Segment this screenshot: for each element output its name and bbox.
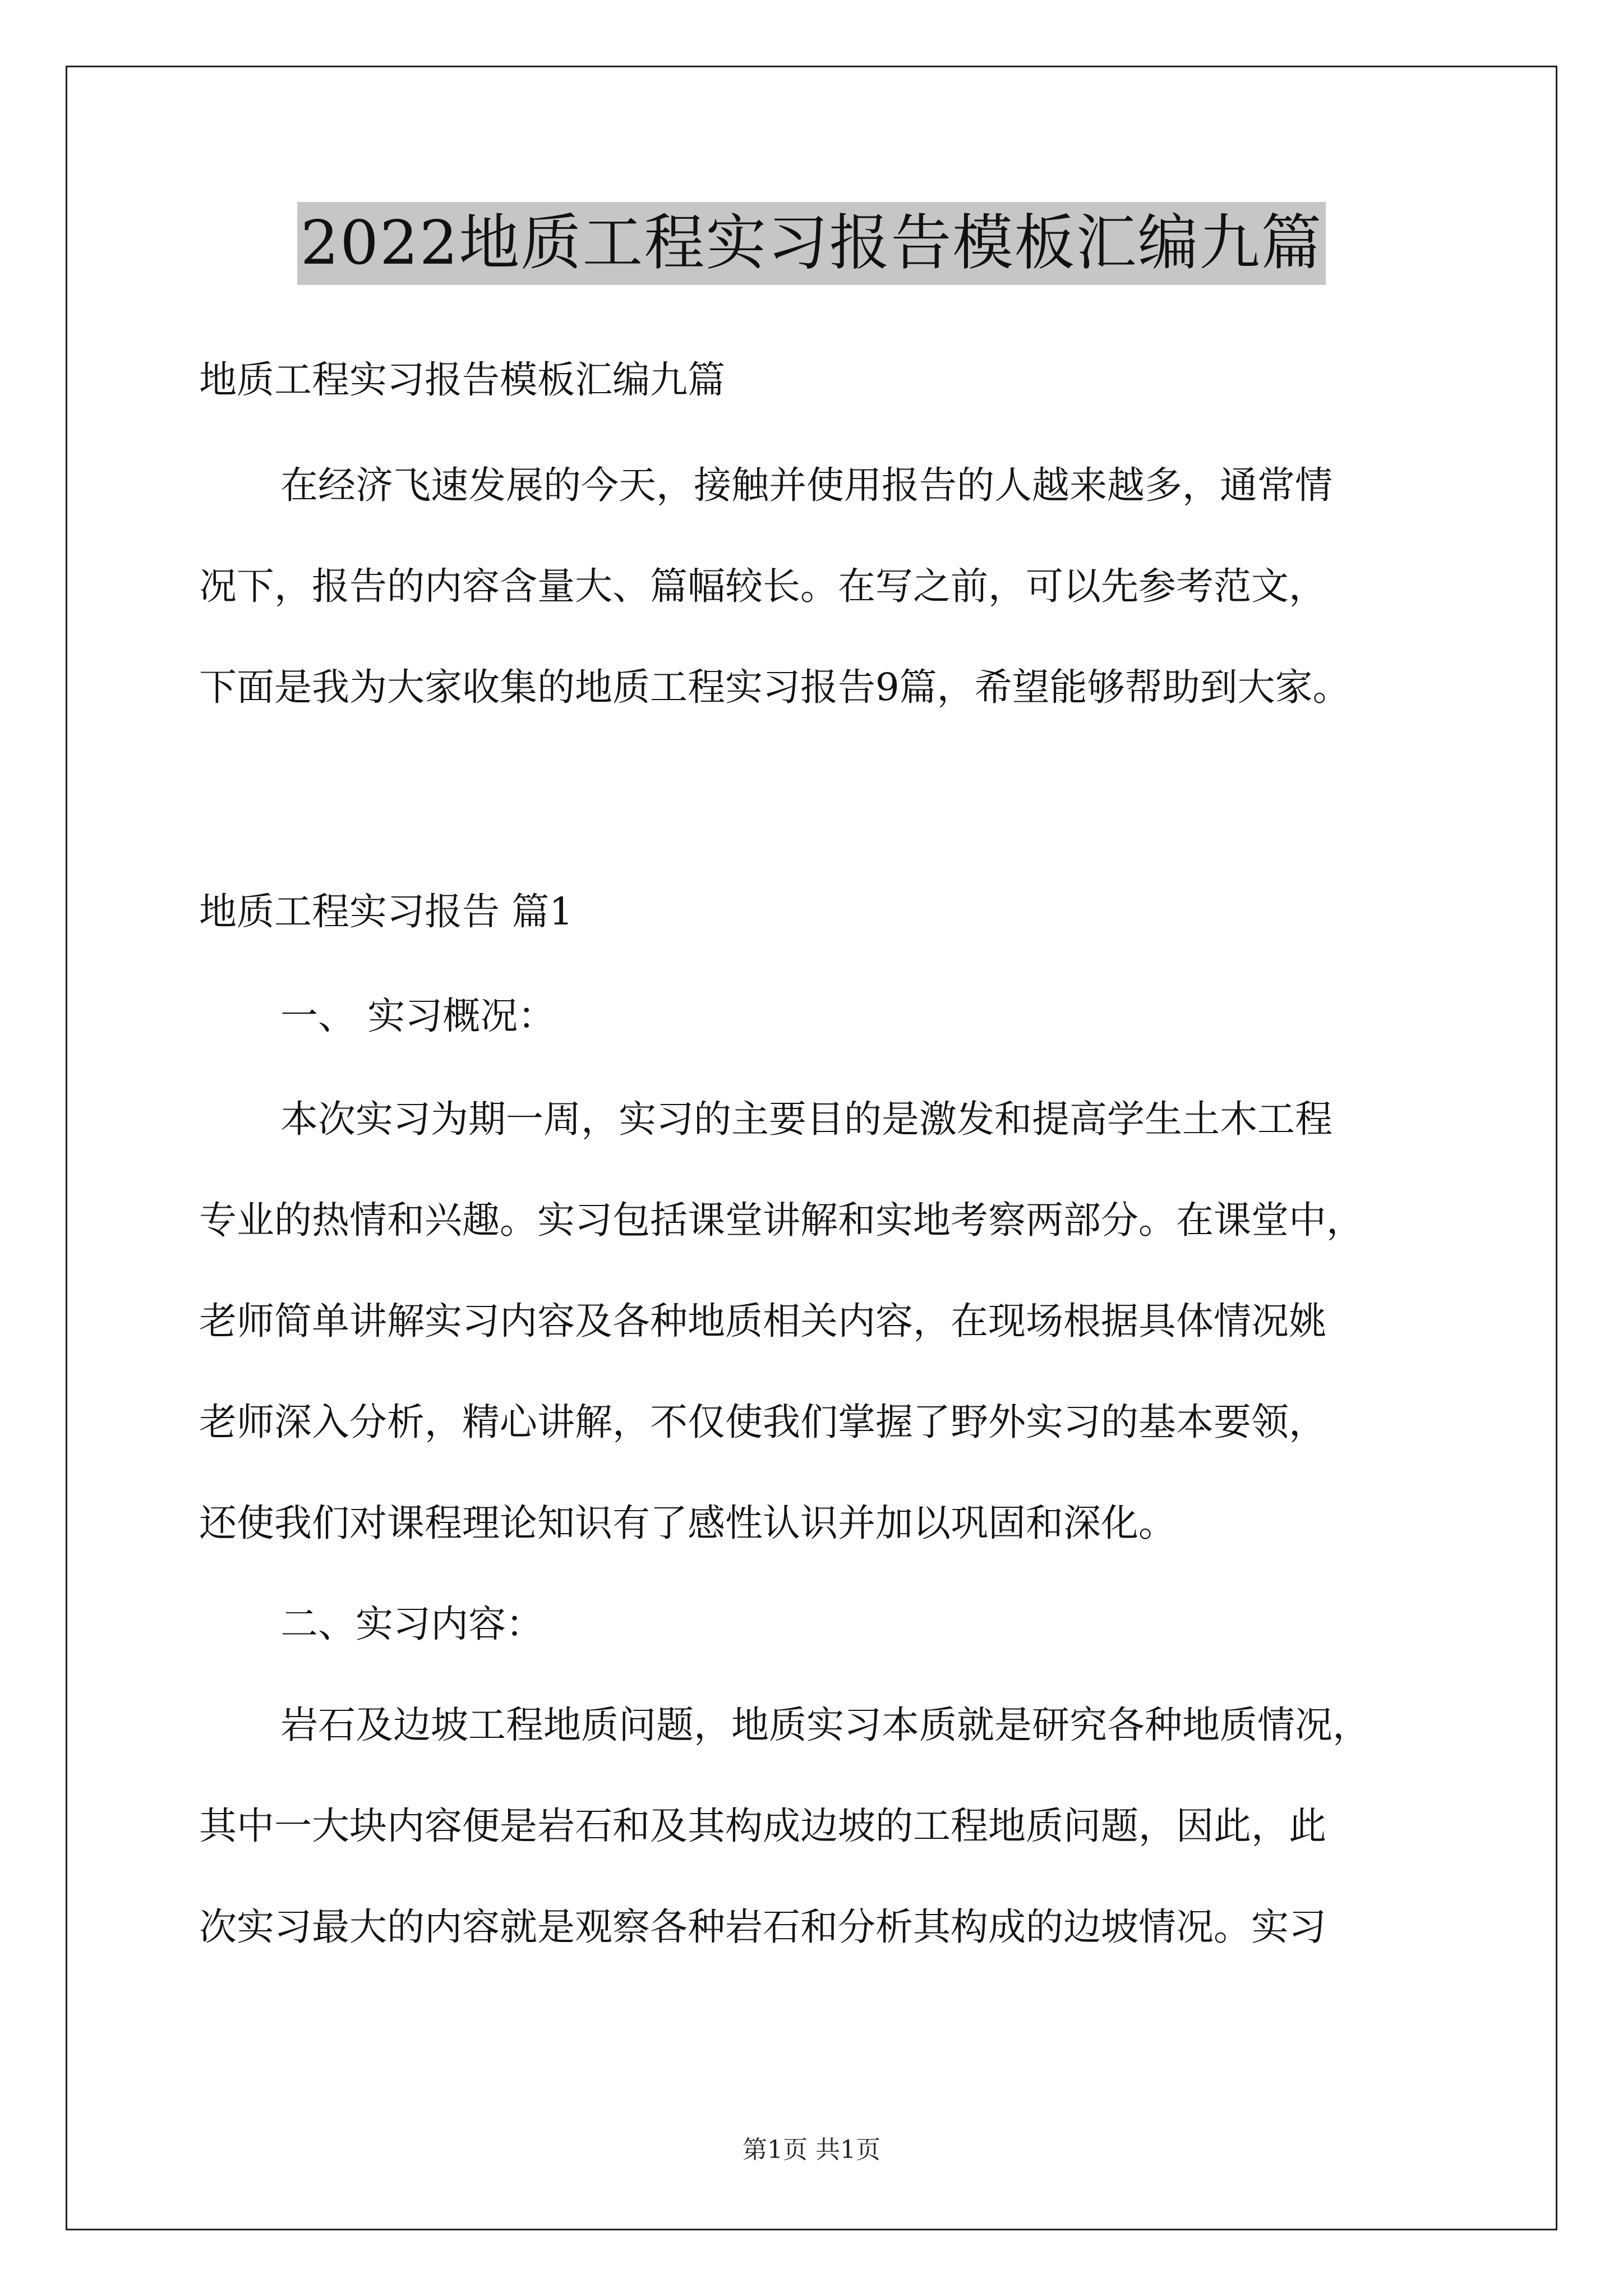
part-2-line-2: 其中一大块内容便是岩石和及其构成边坡的工程地质问题，因此，此 — [199, 1804, 1326, 1848]
intro-line-1: 在经济飞速发展的今天，接触并使用报告的人越来越多，通常情 — [280, 463, 1332, 507]
part-2-line-1: 岩石及边坡工程地质问题，地质实习本质就是研究各种地质情况， — [280, 1703, 1370, 1747]
page-footer: 第1页 共1页 — [743, 2136, 880, 2164]
intro-line-3: 下面是我为大家收集的地质工程实习报告9篇，希望能够帮助到大家。 — [199, 665, 1350, 709]
part-1-heading: 一、 实习概况： — [280, 994, 556, 1038]
part-1-line-1: 本次实习为期一周，实习的主要目的是激发和提高学生土木工程 — [280, 1097, 1332, 1141]
part-2-line-3: 次实习最大的内容就是观察各种岩石和分析其构成的边坡情况。实习 — [199, 1905, 1326, 1949]
intro-line-2: 况下，报告的内容含量大、篇幅较长。在写之前，可以先参考范文， — [199, 564, 1326, 608]
part-1-line-4: 老师深入分析，精心讲解，不仅使我们掌握了野外实习的基本要领， — [199, 1400, 1326, 1444]
document-title: 2022地质工程实习报告模板汇编九篇 — [297, 202, 1326, 285]
title-wrap — [0, 202, 1623, 285]
part-1-line-2: 专业的热情和兴趣。实习包括课堂讲解和实地考察两部分。在课堂中， — [199, 1198, 1364, 1242]
part-1-line-3: 老师简单讲解实习内容及各种地质相关内容，在现场根据具体情况姚 — [199, 1299, 1326, 1343]
part-2-heading: 二、实习内容： — [280, 1602, 543, 1646]
document-subtitle: 地质工程实习报告模板汇编九篇 — [199, 358, 725, 402]
section-1-heading: 地质工程实习报告 篇1 — [199, 890, 573, 933]
part-1-line-5: 还使我们对课程理论知识有了感性认识并加以巩固和深化。 — [199, 1501, 1176, 1545]
